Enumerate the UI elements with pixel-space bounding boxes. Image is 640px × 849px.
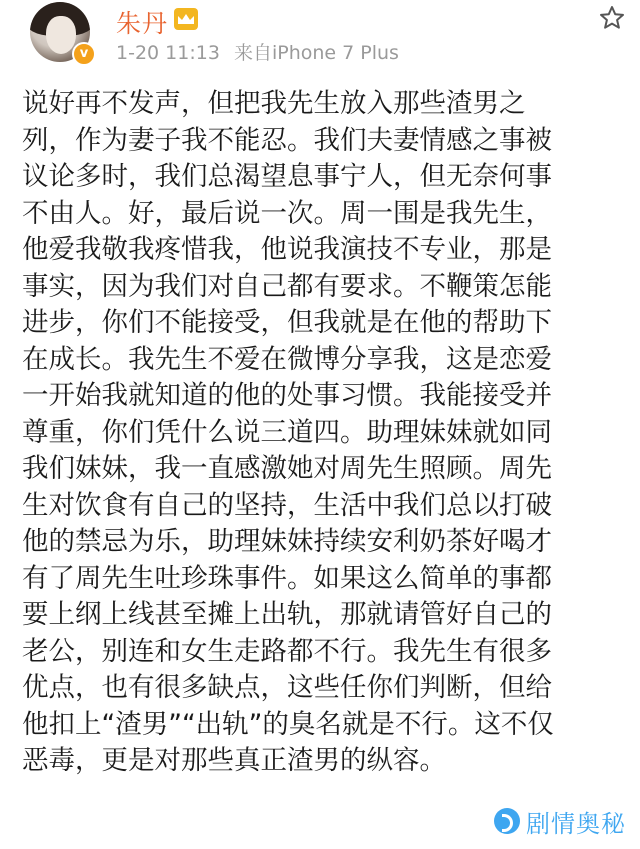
post-body bbox=[22, 86, 622, 780]
star-outline-icon[interactable] bbox=[598, 4, 626, 32]
post-line: 议论多时，我们总渴望息事宁人，但无奈何事 bbox=[22, 161, 552, 192]
post-header bbox=[0, 0, 640, 80]
post-timestamp: 1-20 11:13 bbox=[116, 42, 220, 64]
avatar-face bbox=[46, 16, 76, 54]
verified-badge: v bbox=[72, 42, 96, 66]
post-line: 他扣上“渣男”“出轨”的臭名就是不行。这不仅 bbox=[22, 708, 554, 740]
post-line: 事实，因为我们对自己都有要求。不鞭策怎能 bbox=[22, 270, 552, 302]
post-meta bbox=[116, 38, 399, 65]
post-line: 要上纲上线甚至摊上出轨，那就请管好自己的 bbox=[22, 599, 552, 630]
post-source: 来自iPhone 7 Plus bbox=[233, 42, 399, 64]
post-line: 尊重，你们凭什么说三道四。助理妹妹就如同 bbox=[22, 416, 552, 448]
watermark-text: 剧情奥秘 bbox=[526, 809, 626, 838]
post-line: 生对饮食有自己的坚持，生活中我们总以打破 bbox=[22, 489, 552, 521]
watermark-logo-icon bbox=[494, 808, 520, 834]
post-line: 说好再不发声，但把我先生放入那些渣男之 bbox=[22, 88, 526, 119]
post-line: 优点，也有很多缺点，这些任你们判断，但给 bbox=[22, 672, 552, 703]
post-line: 他的禁忌为乐，助理妹妹持续安利奶茶好喝才 bbox=[22, 526, 552, 557]
post-line: 老公，别连和女生走路都不行。我先生有很多 bbox=[22, 635, 552, 667]
post-line: 他爱我敬我疼惜我，他说我演技不专业，那是 bbox=[22, 234, 552, 265]
post-line: 列，作为妻子我不能忍。我们夫妻情感之事被 bbox=[22, 124, 552, 156]
post-line: 一开始我就知道的他的处事习惯。我能接受并 bbox=[22, 380, 552, 411]
post-line: 有了周先生吐珍珠事件。如果这么简单的事都 bbox=[22, 562, 552, 594]
crown-icon bbox=[174, 8, 198, 30]
post-line: 在成长。我先生不爱在微博分享我，这是恋爱 bbox=[22, 343, 552, 375]
post-line: 恶毒，更是对那些真正渣男的纵容。 bbox=[22, 745, 446, 776]
post-line: 我们妹妹，我一直感激她对周先生照顾。周先 bbox=[22, 453, 552, 484]
post-line: 进步，你们不能接受，但我就是在他的帮助下 bbox=[22, 307, 552, 338]
username[interactable]: 朱丹 bbox=[116, 9, 169, 38]
post-line: 不由人。好，最后说一次。周一围是我先生， bbox=[22, 197, 552, 229]
watermark bbox=[494, 803, 626, 839]
